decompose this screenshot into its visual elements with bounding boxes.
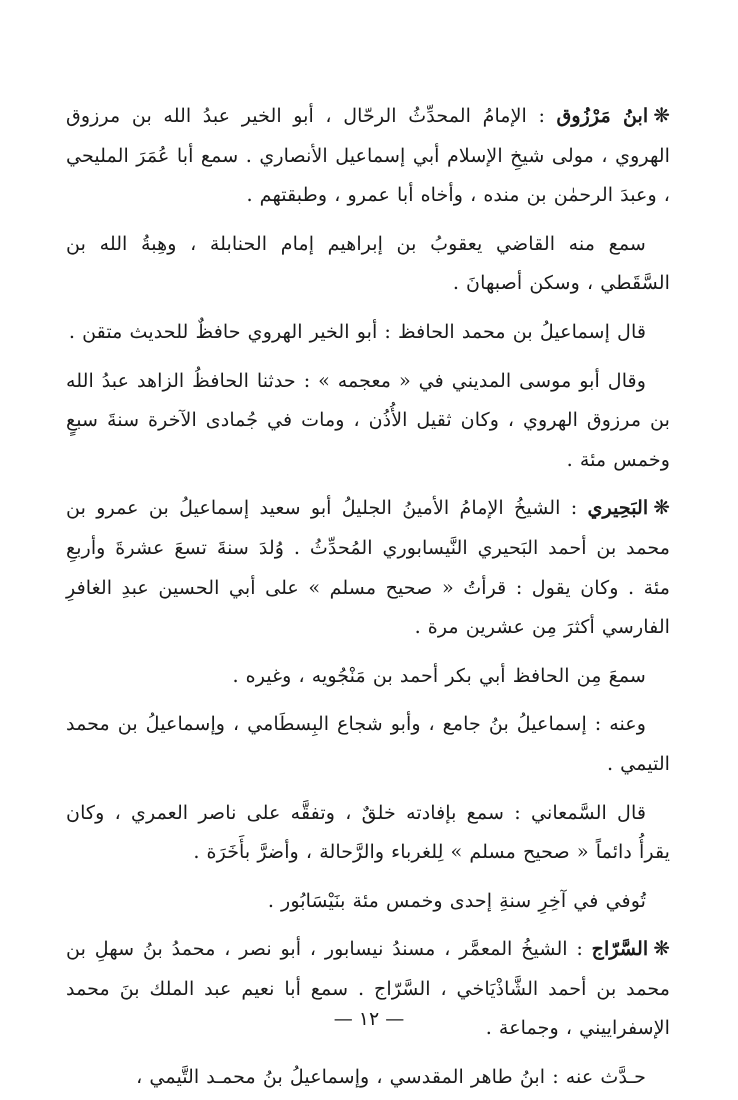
paragraph-text: وعنه : إسماعيلُ بنُ جامع ، وأبو شجاع البِسطَامي ، وإسماعيلُ بن محمد التيمي . [66, 712, 670, 775]
entry-ibn-marzuq [66, 96, 670, 215]
entry-heading: ابنُ مَرْزُوق [556, 104, 649, 127]
entry-heading: السَّرّاج [591, 937, 649, 961]
paragraph [66, 312, 670, 352]
paragraph [66, 656, 670, 696]
star-ornament-icon: ❋ [653, 103, 670, 127]
paragraph [66, 881, 670, 921]
paragraph [66, 704, 670, 783]
entry-al-bahiri [66, 488, 670, 646]
entry-text: : الشيخُ الإمامُ الأمينُ الجليلُ أبو سعيد إسماعيلُ بن عمرو بن محمد بن أحمد البَحيري النَّيسابوري المُحدِّثُ . وُلدَ سنةَ تسعَ عشرةَ وأربعِ مئة . وكان يقول : قرأتُ « صحيح مسلم » على أبي الحسين عبدِ الغافرِ الفارسي أكثرَ مِن عشرين مرة . [66, 496, 670, 639]
paragraph-text: سمع منه القاضي يعقوبُ بن إبراهيم إمام الحنابلة ، وهِبةُ الله بن السَّقَطي ، وسكن أصبهانَ . [66, 231, 670, 295]
paragraph-text: تُوفي في آخِرِ سنةِ إحدى وخمس مئة بنَيْسَابُور . [267, 888, 646, 912]
entry-text: : الشيخُ المعمَّر ، مسندُ نيسابور ، أبو نصر ، محمدُ بنُ سهلِ بن محمد بن أحمد الشَّاذْيَاخي ، السَّرّاج . سمع أبا نعيم عبد الملك بنَ محمد الإسفراييني ، وجماعة . [66, 937, 670, 1040]
entry-al-sarraj [66, 929, 670, 1048]
paragraph [66, 1057, 670, 1097]
paragraph-text: قال إسماعيلُ بن محمد الحافظ : أبو الخير الهروي حافظٌ للحديث متقن . [68, 319, 646, 343]
entry-text: : الإمامُ المحدِّثُ الرحّال ، أبو الخير عبدُ الله بن مرزوق الهروي ، مولى شيخِ الإسلام أبي إسماعيل الأنصاري . سمع أبا عُمَرَ المليحي ، وعبدَ الرحمٰن بن منده ، وأخاه أبا عمرو ، وطبقتهم . [66, 104, 670, 207]
paragraph-text: سمعَ مِن الحافظ أبي بكر أحمد بن مَنْجُويه ، وغيره . [232, 663, 646, 687]
page-number: — ١٢ — [333, 1008, 405, 1030]
star-ornament-icon: ❋ [653, 936, 670, 961]
paragraph-text: قال السَّمعاني : سمع بإفادته خلقٌ ، وتفقَّه على ناصر العمري ، وكان يقرأُ دائماً « صحيح مسلم » لِلغرباء والرَّحالة ، وأضرَّ بأَخَرَة . [66, 800, 670, 864]
paragraph [66, 224, 670, 303]
paragraph [66, 361, 670, 480]
paragraph [66, 793, 670, 872]
paragraph-text: وقال أبو موسى المديني في « معجمه » : حدثنا الحافظُ الزاهد عبدُ الله بن مرزوق الهروي ، وكان ثقيل الأُذُن ، ومات في جُمادى الآخرة سنةَ سبعٍ وخمس مئة . [66, 368, 670, 471]
entry-heading: البَحِيري [587, 496, 649, 520]
star-ornament-icon: ❋ [653, 495, 670, 520]
paragraph-text: حـدَّث عنه : ابنُ طاهر المقدسي ، وإسماعيلُ بنُ محمـد التَّيمي ، [136, 1065, 646, 1089]
